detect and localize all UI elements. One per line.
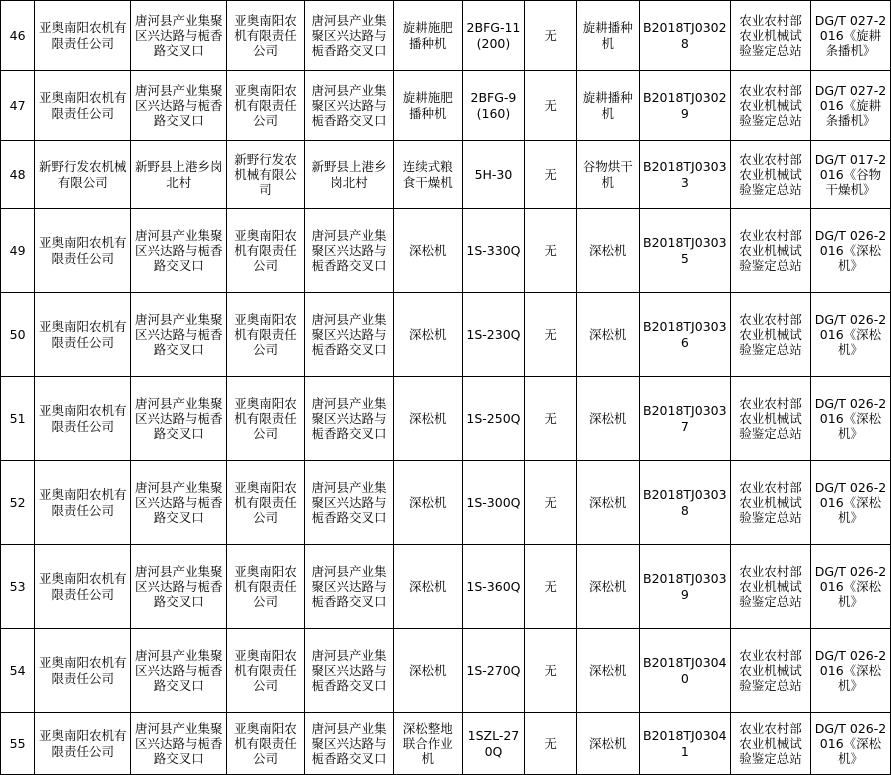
row-company: 亚奥南阳农机有限责任公司: [35, 545, 131, 629]
row-note: 无: [525, 293, 576, 377]
row-address2: 新野县上港乡岗北村: [304, 141, 393, 209]
row-company2: 亚奥南阳农机有限责任公司: [227, 1, 305, 71]
table-row: [1, 1, 891, 71]
row-company2: 亚奥南阳农机有限责任公司: [227, 293, 305, 377]
row-standard: DG/T 026-2016《深松机》: [810, 629, 890, 713]
row-company: 亚奥南阳农机有限责任公司: [35, 209, 131, 293]
row-model: 1S-330Q: [462, 209, 525, 293]
row-company: 亚奥南阳农机有限责任公司: [35, 293, 131, 377]
row-product: 深松机: [394, 293, 463, 377]
row-product: 深松机: [394, 545, 463, 629]
row-certificate: B2018TJ03028: [639, 1, 730, 71]
row-product: 深松机: [394, 377, 463, 461]
row-index: 54: [1, 629, 35, 713]
table-row: [1, 209, 891, 293]
row-note: 无: [525, 71, 576, 141]
row-address: 唐河县产业集聚区兴达路与栀香路交叉口: [131, 713, 227, 775]
row-index: 50: [1, 293, 35, 377]
row-model: 2BFG-9(160): [462, 71, 525, 141]
row-model: 5H-30: [462, 141, 525, 209]
row-address2: 唐河县产业集聚区兴达路与栀香路交叉口: [304, 461, 393, 545]
row-company: 亚奥南阳农机有限责任公司: [35, 461, 131, 545]
row-standard: DG/T 026-2016《深松机》: [810, 461, 890, 545]
row-company2: 亚奥南阳农机有限责任公司: [227, 209, 305, 293]
row-category: 深松机: [576, 545, 639, 629]
row-certificate: B2018TJ03033: [639, 141, 730, 209]
row-standard: DG/T 026-2016《深松机》: [810, 377, 890, 461]
row-category: 深松机: [576, 713, 639, 775]
table-row: [1, 461, 891, 545]
table-row: [1, 293, 891, 377]
row-index: 46: [1, 1, 35, 71]
row-company: 亚奥南阳农机有限责任公司: [35, 377, 131, 461]
row-address: 新野县上港乡岗北村: [131, 141, 227, 209]
row-standard: DG/T 026-2016《深松机》: [810, 713, 890, 775]
table-body: [1, 1, 891, 775]
row-standard: DG/T 026-2016《深松机》: [810, 545, 890, 629]
row-model: 1SZL-270Q: [462, 713, 525, 775]
row-certificate: B2018TJ03037: [639, 377, 730, 461]
row-agency: 农业农村部农业机械试验鉴定总站: [731, 545, 811, 629]
row-address: 唐河县产业集聚区兴达路与栀香路交叉口: [131, 293, 227, 377]
row-address: 唐河县产业集聚区兴达路与栀香路交叉口: [131, 545, 227, 629]
row-address2: 唐河县产业集聚区兴达路与栀香路交叉口: [304, 71, 393, 141]
row-certificate: B2018TJ03038: [639, 461, 730, 545]
row-category: 深松机: [576, 629, 639, 713]
row-company: 亚奥南阳农机有限责任公司: [35, 71, 131, 141]
row-certificate: B2018TJ03035: [639, 209, 730, 293]
row-address2: 唐河县产业集聚区兴达路与栀香路交叉口: [304, 293, 393, 377]
row-note: 无: [525, 1, 576, 71]
row-index: 49: [1, 209, 35, 293]
row-agency: 农业农村部农业机械试验鉴定总站: [731, 713, 811, 775]
row-product: 深松机: [394, 629, 463, 713]
row-address: 唐河县产业集聚区兴达路与栀香路交叉口: [131, 1, 227, 71]
row-standard: DG/T 026-2016《深松机》: [810, 209, 890, 293]
table-row: [1, 71, 891, 141]
row-model: 1S-230Q: [462, 293, 525, 377]
row-address: 唐河县产业集聚区兴达路与栀香路交叉口: [131, 71, 227, 141]
row-index: 55: [1, 713, 35, 775]
row-address: 唐河县产业集聚区兴达路与栀香路交叉口: [131, 629, 227, 713]
row-address: 唐河县产业集聚区兴达路与栀香路交叉口: [131, 377, 227, 461]
row-agency: 农业农村部农业机械试验鉴定总站: [731, 293, 811, 377]
row-product: 旋耕施肥播种机: [394, 1, 463, 71]
row-company2: 亚奥南阳农机有限责任公司: [227, 461, 305, 545]
row-note: 无: [525, 377, 576, 461]
row-product: 连续式粮食干燥机: [394, 141, 463, 209]
row-note: 无: [525, 141, 576, 209]
row-agency: 农业农村部农业机械试验鉴定总站: [731, 71, 811, 141]
row-address: 唐河县产业集聚区兴达路与栀香路交叉口: [131, 209, 227, 293]
row-agency: 农业农村部农业机械试验鉴定总站: [731, 461, 811, 545]
row-company2: 亚奥南阳农机有限责任公司: [227, 377, 305, 461]
row-model: 1S-360Q: [462, 545, 525, 629]
row-index: 51: [1, 377, 35, 461]
row-company2: 新野行发农机械有限公司: [227, 141, 305, 209]
row-company: 新野行发农机械有限公司: [35, 141, 131, 209]
row-product: 深松整地联合作业机: [394, 713, 463, 775]
row-company2: 亚奥南阳农机有限责任公司: [227, 629, 305, 713]
row-address2: 唐河县产业集聚区兴达路与栀香路交叉口: [304, 209, 393, 293]
row-company: 亚奥南阳农机有限责任公司: [35, 713, 131, 775]
row-standard: DG/T 017-2016《谷物干燥机》: [810, 141, 890, 209]
row-category: 深松机: [576, 293, 639, 377]
table-row: [1, 141, 891, 209]
row-note: 无: [525, 713, 576, 775]
table-row: [1, 377, 891, 461]
row-index: 48: [1, 141, 35, 209]
row-index: 52: [1, 461, 35, 545]
row-index: 47: [1, 71, 35, 141]
row-company: 亚奥南阳农机有限责任公司: [35, 629, 131, 713]
row-category: 深松机: [576, 209, 639, 293]
row-certificate: B2018TJ03040: [639, 629, 730, 713]
row-category: 谷物烘干机: [576, 141, 639, 209]
row-standard: DG/T 027-2016《旋耕条播机》: [810, 71, 890, 141]
row-agency: 农业农村部农业机械试验鉴定总站: [731, 209, 811, 293]
row-standard: DG/T 027-2016《旋耕条播机》: [810, 1, 890, 71]
row-note: 无: [525, 545, 576, 629]
row-category: 旋耕播种机: [576, 71, 639, 141]
row-category: 旋耕播种机: [576, 1, 639, 71]
row-company2: 亚奥南阳农机有限责任公司: [227, 71, 305, 141]
table-row: [1, 629, 891, 713]
row-address2: 唐河县产业集聚区兴达路与栀香路交叉口: [304, 1, 393, 71]
row-product: 深松机: [394, 461, 463, 545]
row-product: 深松机: [394, 209, 463, 293]
row-address2: 唐河县产业集聚区兴达路与栀香路交叉口: [304, 545, 393, 629]
row-note: 无: [525, 209, 576, 293]
row-model: 1S-270Q: [462, 629, 525, 713]
row-category: 深松机: [576, 461, 639, 545]
row-address2: 唐河县产业集聚区兴达路与栀香路交叉口: [304, 377, 393, 461]
row-category: 深松机: [576, 377, 639, 461]
row-address2: 唐河县产业集聚区兴达路与栀香路交叉口: [304, 629, 393, 713]
row-model: 1S-300Q: [462, 461, 525, 545]
row-standard: DG/T 026-2016《深松机》: [810, 293, 890, 377]
row-agency: 农业农村部农业机械试验鉴定总站: [731, 377, 811, 461]
row-certificate: B2018TJ03036: [639, 293, 730, 377]
row-certificate: B2018TJ03029: [639, 71, 730, 141]
row-agency: 农业农村部农业机械试验鉴定总站: [731, 141, 811, 209]
row-company2: 亚奥南阳农机有限责任公司: [227, 713, 305, 775]
row-company: 亚奥南阳农机有限责任公司: [35, 1, 131, 71]
table-row: [1, 713, 891, 775]
row-model: 1S-250Q: [462, 377, 525, 461]
row-note: 无: [525, 461, 576, 545]
row-company2: 亚奥南阳农机有限责任公司: [227, 545, 305, 629]
row-index: 53: [1, 545, 35, 629]
table-row: [1, 545, 891, 629]
row-certificate: B2018TJ03041: [639, 713, 730, 775]
row-agency: 农业农村部农业机械试验鉴定总站: [731, 629, 811, 713]
row-model: 2BFG-11(200): [462, 1, 525, 71]
row-address2: 唐河县产业集聚区兴达路与栀香路交叉口: [304, 713, 393, 775]
row-product: 旋耕施肥播种机: [394, 71, 463, 141]
row-address: 唐河县产业集聚区兴达路与栀香路交叉口: [131, 461, 227, 545]
row-certificate: B2018TJ03039: [639, 545, 730, 629]
row-note: 无: [525, 629, 576, 713]
row-agency: 农业农村部农业机械试验鉴定总站: [731, 1, 811, 71]
